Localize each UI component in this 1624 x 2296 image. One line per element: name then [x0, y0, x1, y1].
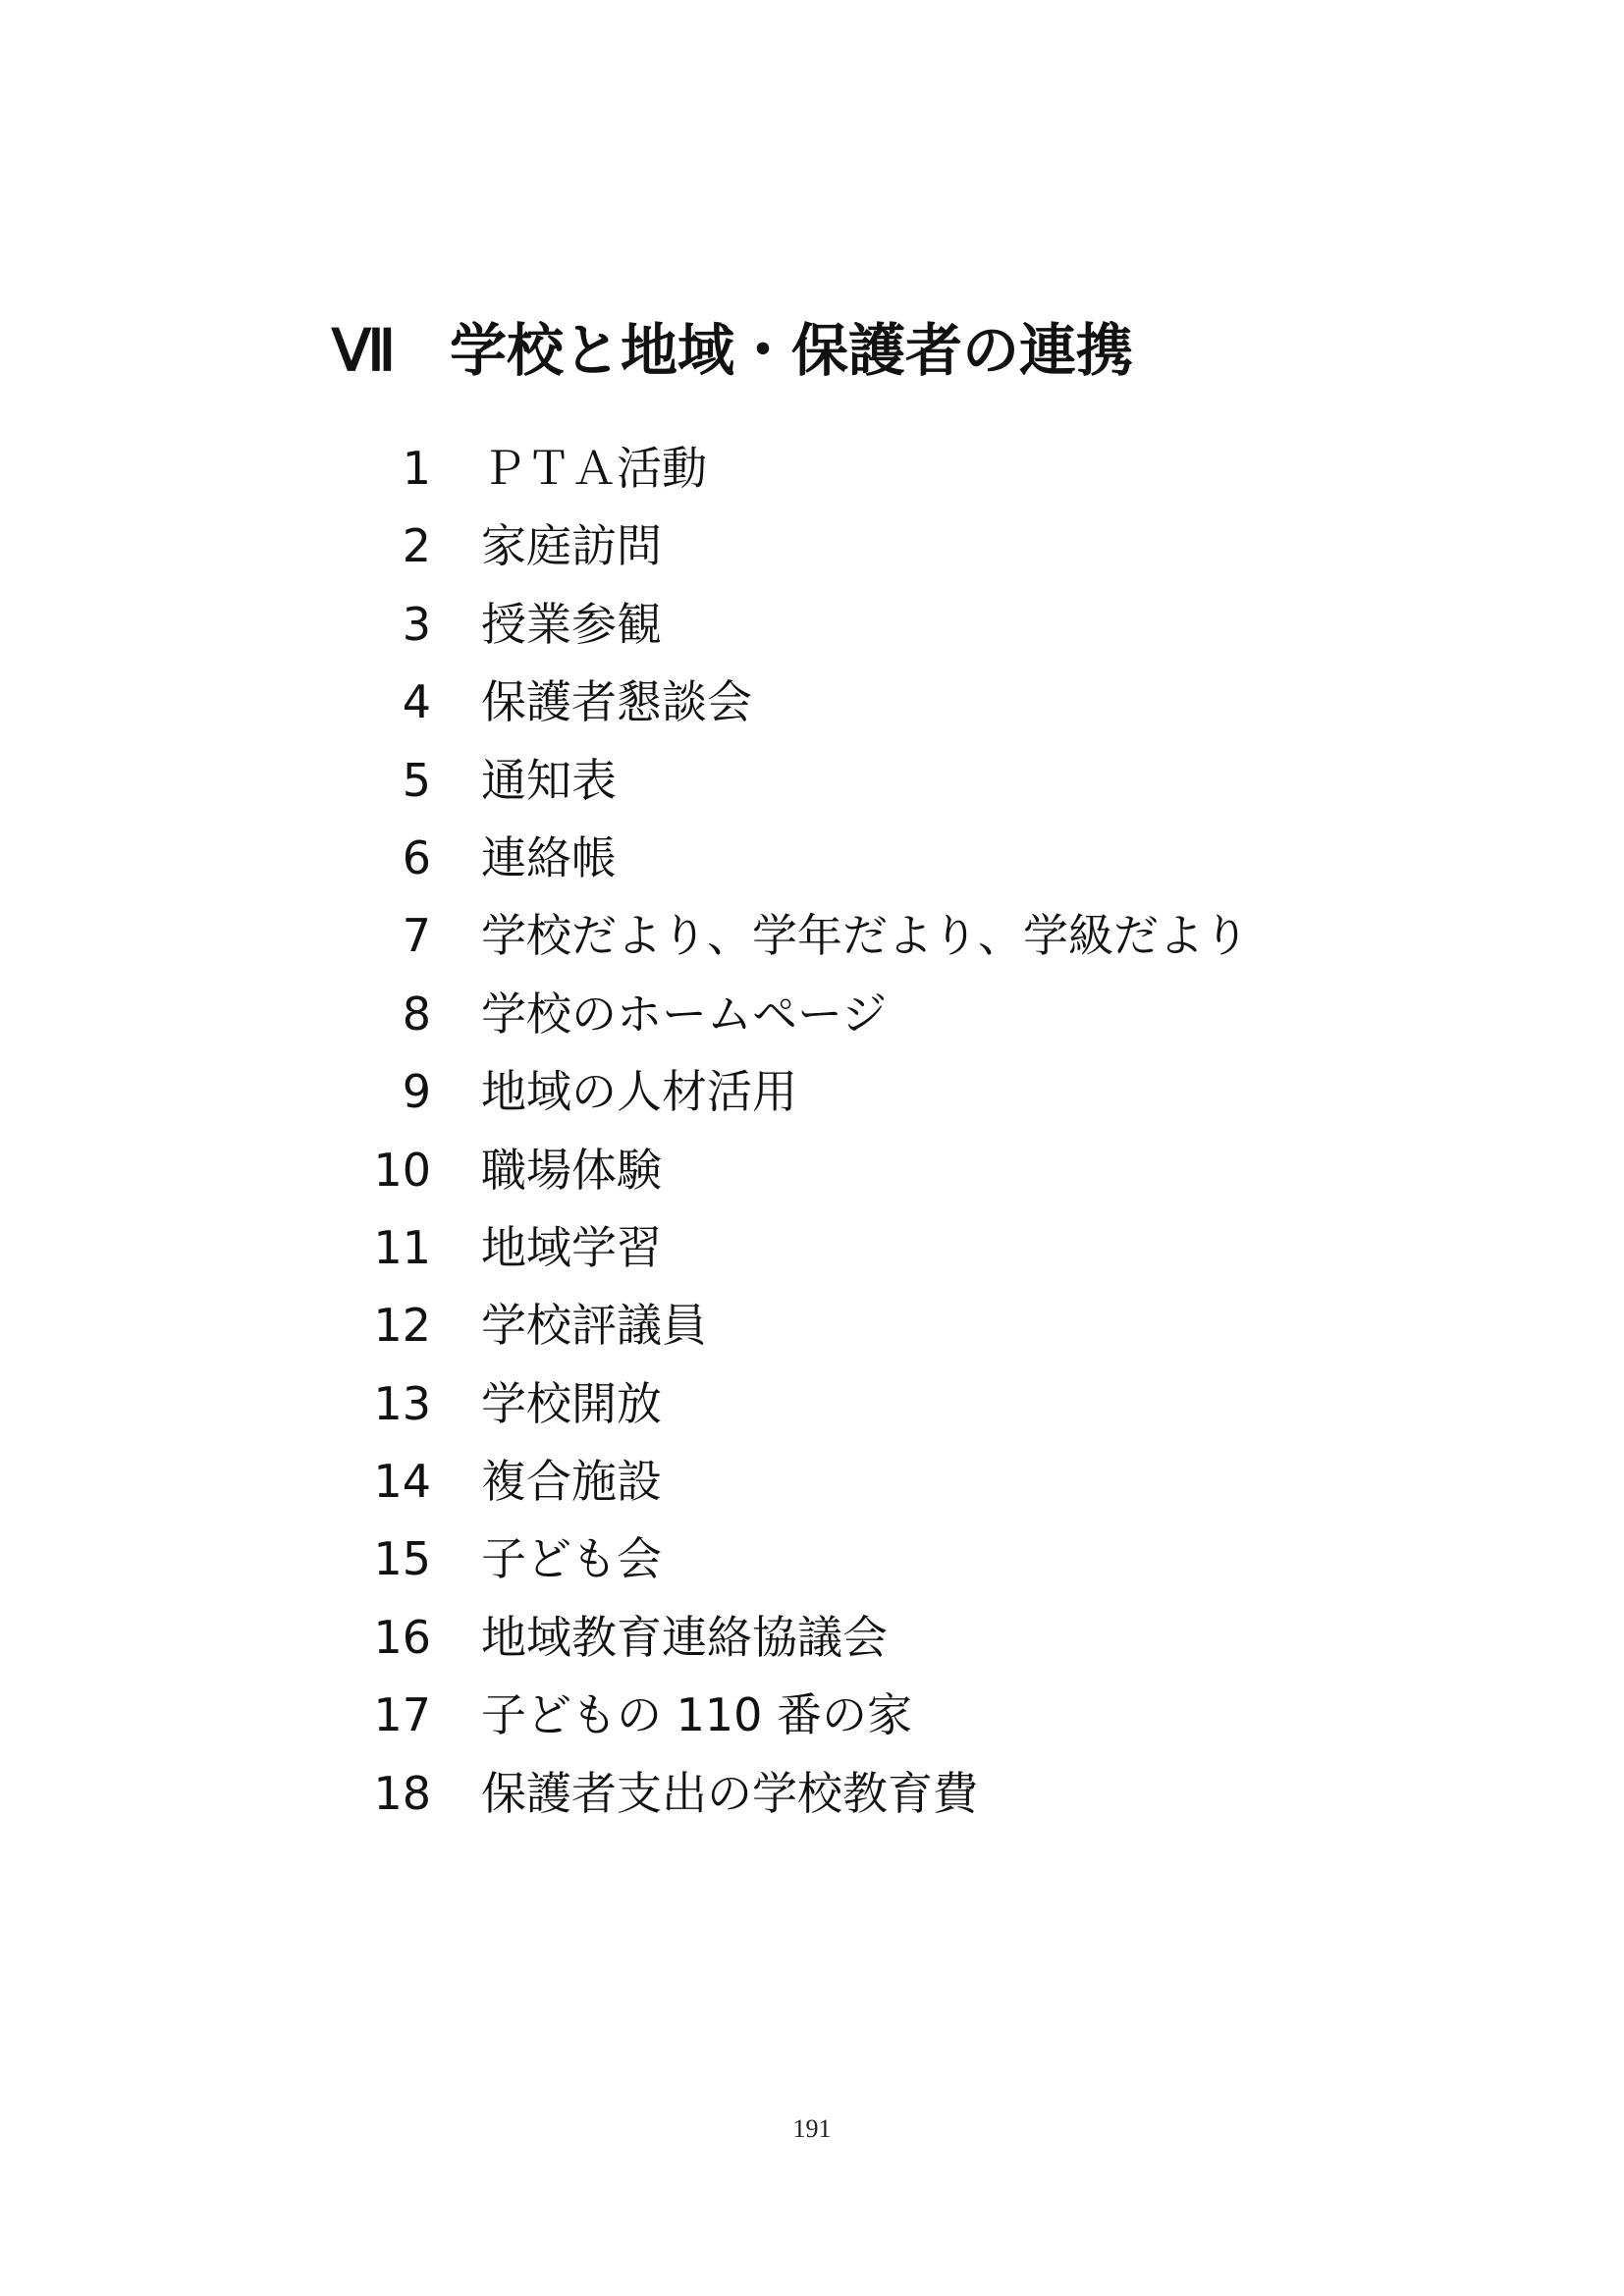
toc-item-label: 学校のホームページ: [481, 987, 888, 1041]
toc-item: [0, 1057, 1624, 1135]
toc-item-label: 学校開放: [481, 1376, 662, 1430]
toc-item-number: 12: [373, 1299, 431, 1353]
chapter-title-text: 学校と地域・保護者の連携: [449, 316, 1133, 384]
toc-item-label: 職場体験: [481, 1143, 662, 1197]
toc-item-label: 子ども会: [481, 1532, 662, 1586]
toc-item-label: 家庭訪問: [481, 519, 662, 573]
toc-item-number: 13: [373, 1376, 431, 1430]
toc-item: [0, 1759, 1624, 1837]
toc-item-number: 9: [402, 1065, 431, 1119]
toc-item-label: 保護者支出の学校教育費: [481, 1766, 978, 1820]
toc-item: [0, 980, 1624, 1057]
toc-item-number: 7: [402, 909, 431, 963]
toc-item: [0, 1681, 1624, 1758]
toc-item-label: 連絡帳: [481, 830, 617, 884]
toc-item-number: 11: [373, 1220, 431, 1274]
toc-item-number: 16: [373, 1610, 431, 1664]
toc-item: [0, 667, 1624, 745]
toc-item-number: 15: [373, 1532, 431, 1586]
toc-item-label: 授業参観: [481, 597, 662, 651]
toc-item-label: 通知表: [481, 753, 617, 807]
toc-item: [0, 590, 1624, 667]
toc-item-label: 地域の人材活用: [481, 1065, 797, 1119]
table-of-contents: [0, 434, 1624, 1837]
toc-item: [0, 1603, 1624, 1681]
toc-item: [0, 746, 1624, 824]
toc-item-label: 学校評議員: [481, 1299, 707, 1353]
toc-item: [0, 824, 1624, 901]
toc-item: [0, 511, 1624, 589]
toc-item: [0, 1213, 1624, 1291]
toc-item-number: 4: [402, 675, 431, 729]
toc-item: [0, 1369, 1624, 1447]
toc-item: [0, 1447, 1624, 1524]
toc-item: [0, 1524, 1624, 1602]
toc-item-label: 地域学習: [481, 1220, 662, 1274]
toc-item-number: 14: [373, 1455, 431, 1509]
toc-item-label: 子どもの 110 番の家: [481, 1688, 913, 1742]
chapter-numeral: Ⅶ: [332, 318, 393, 383]
toc-item: [0, 434, 1624, 511]
toc-item: [0, 1291, 1624, 1368]
toc-item-number: 5: [402, 753, 431, 807]
toc-item-number: 10: [373, 1143, 431, 1197]
toc-item-label: 地域教育連絡協議会: [481, 1610, 888, 1664]
toc-item-label: 保護者懇談会: [481, 675, 752, 729]
toc-item-number: 3: [402, 597, 431, 651]
page-number: 191: [792, 2114, 832, 2143]
toc-item-number: 6: [402, 830, 431, 884]
toc-item: [0, 901, 1624, 979]
toc-item-number: 2: [402, 519, 431, 573]
chapter-title: [332, 301, 1133, 400]
toc-item-label: ＰＴＡ活動: [481, 442, 707, 495]
toc-item: [0, 1136, 1624, 1213]
toc-item-number: 17: [373, 1688, 431, 1742]
toc-item-label: 学校だより、学年だより、学級だより: [481, 909, 1249, 963]
toc-item-label: 複合施設: [481, 1455, 662, 1509]
toc-item-number: 18: [373, 1766, 431, 1820]
toc-item-number: 8: [402, 987, 431, 1041]
toc-item-number: 1: [402, 442, 431, 495]
